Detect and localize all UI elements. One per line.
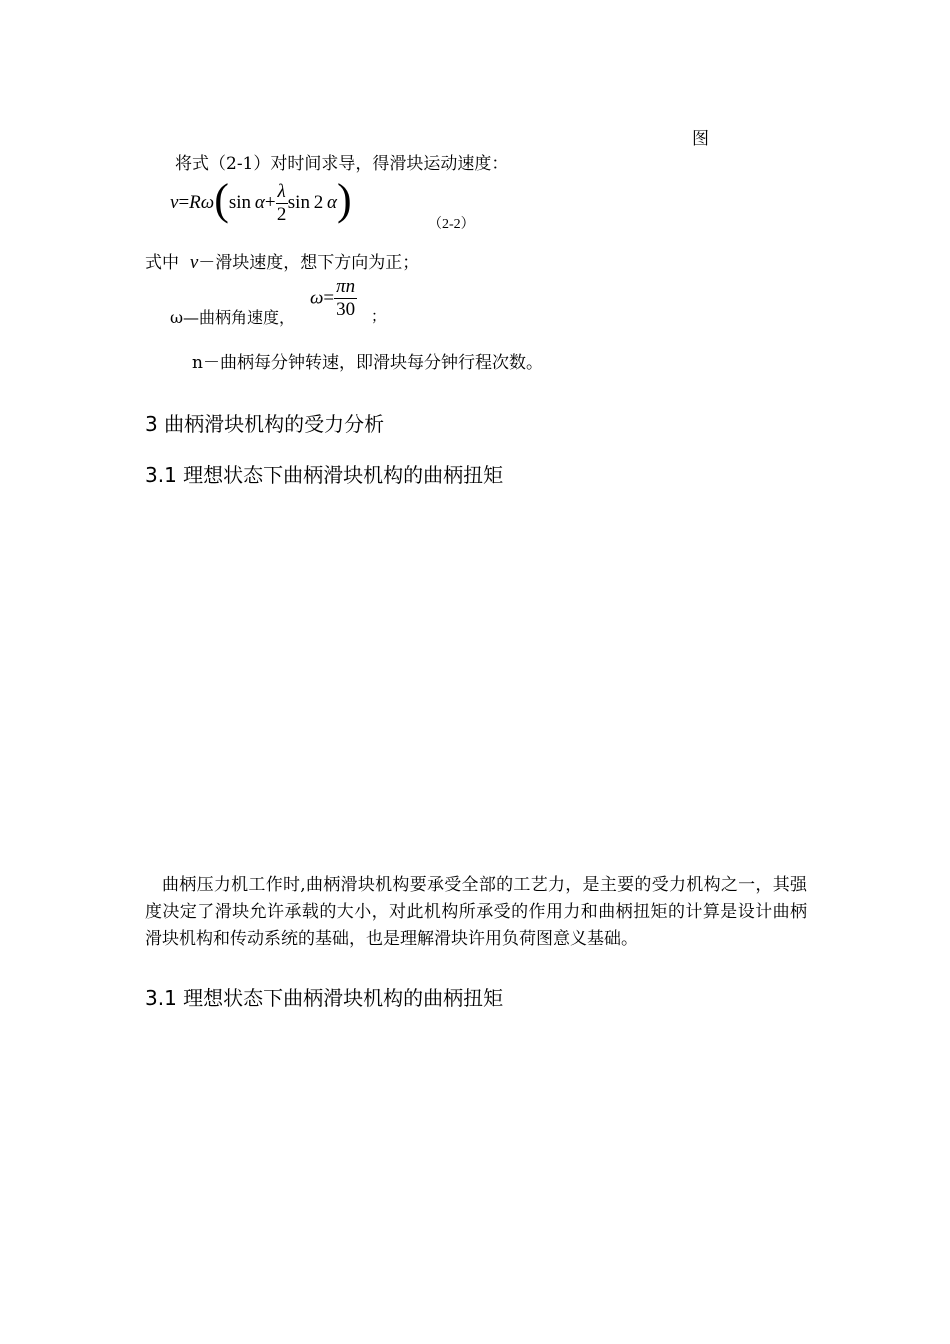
- omega-line-text: ω—曲柄角速度，: [170, 308, 296, 327]
- omega-formula: [310, 276, 357, 321]
- where-prefix: 式中: [145, 253, 179, 273]
- where-line: [145, 252, 419, 274]
- fraction-denominator: 2: [276, 203, 287, 225]
- omega-lhs: ω: [310, 287, 324, 309]
- equation-number: （2-2）: [428, 217, 475, 232]
- figure-label: 图: [692, 129, 709, 149]
- eq-alpha-1: α: [254, 192, 265, 213]
- equation-2-2: [170, 172, 352, 228]
- eq-two: 2: [313, 192, 324, 213]
- eq-equals: =: [178, 192, 190, 213]
- eq-sin-1: sin: [228, 192, 252, 213]
- omega-equals: =: [323, 287, 335, 309]
- where-text: －滑块速度，想下方向为正；: [198, 253, 420, 273]
- omega-numerator: πn: [336, 276, 356, 297]
- where-symbol-v: v: [189, 252, 199, 273]
- right-paren: ): [337, 175, 352, 224]
- left-paren: (: [214, 175, 229, 224]
- section-3-1-heading: 3.1 理想状态下曲柄滑块机构的曲柄扭矩: [145, 463, 504, 487]
- section-3-1-heading-repeat: 3.1 理想状态下曲柄滑块机构的曲柄扭矩: [145, 986, 504, 1010]
- n-line: n－曲柄每分钟转速，即滑块每分钟行程次数。: [192, 353, 543, 373]
- eq-plus: +: [264, 192, 276, 213]
- eq-sin-2: sin: [287, 192, 310, 213]
- eq-alpha-2: α: [327, 192, 338, 213]
- fraction-numerator: λ: [277, 180, 286, 202]
- omega-denominator: 30: [336, 298, 356, 320]
- intro-line: 将式（2-1）对时间求导，得滑块运动速度：: [175, 154, 509, 174]
- pi-n-over-30-fraction: [334, 276, 357, 321]
- eq-omega: ω: [200, 192, 215, 213]
- eq-lhs: v: [170, 192, 179, 213]
- section-3-heading: 3 曲柄滑块机构的受力分析: [145, 412, 385, 436]
- lambda-over-2-fraction: [276, 181, 288, 226]
- eq-R: R: [189, 192, 201, 213]
- omega-semicolon: ；: [371, 307, 387, 325]
- body-paragraph: 曲柄压力机工作时,曲柄滑块机构要承受全部的工艺力，是主要的受力机构之一，其强度决定了滑块允许承载的大小，对此机构所承受的作用力和曲柄扭矩的计算是设计曲柄滑块机构和传动系统的基础，也是理解滑块许用负荷图意义基础。: [145, 875, 807, 949]
